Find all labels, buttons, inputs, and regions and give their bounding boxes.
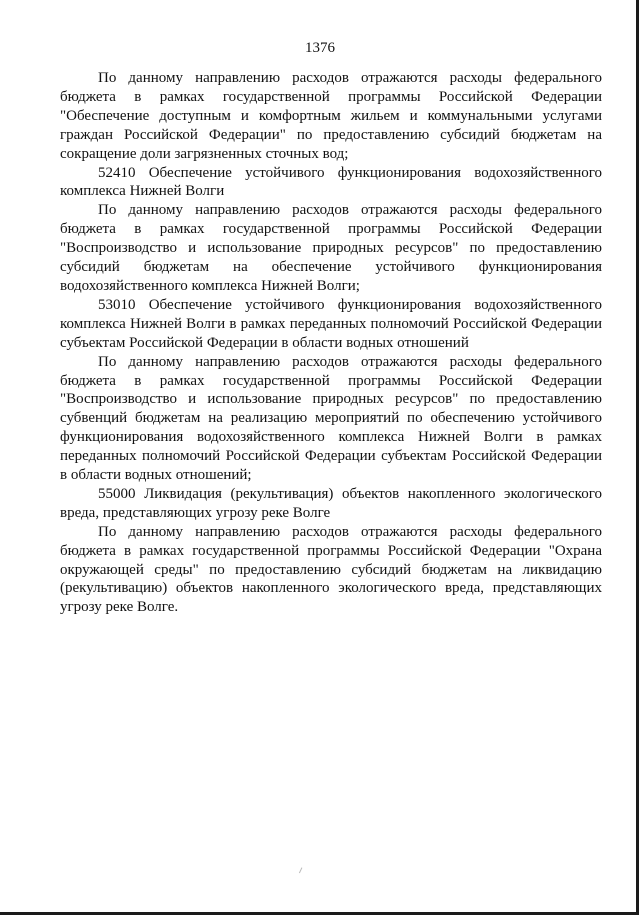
paragraph-expense-description: По данному направлению расходов отражаются расходы федерального бюджета в рамках государственной программы Российской Федерации "Охрана окружающей среды" по предоставлению субсидий бюджетам на ликвидацию (рекультивацию) объектов накопленного экологического вреда, представляющих угрозу реке Волге. — [60, 523, 602, 616]
paragraph-expense-description: По данному направлению расходов отражаются расходы федерального бюджета в рамках государственной программы Российской Федерации "Воспроизводство и использование природных ресурсов" по предоставлению субвенций бюджетам на реализацию мероприятий по обеспечению устойчивого функционирования водохозяйственного комплекса Нижней Волги в рамках переданных полномочий Российской Федерации субъектам Российской Федерации в области водных отношений; — [60, 353, 602, 484]
expense-code-heading: 55000 Ликвидация (рекультивация) объектов накопленного экологического вреда, представляющих угрозу реке Волге — [60, 485, 602, 521]
paragraph-expense-description: По данному направлению расходов отражаются расходы федерального бюджета в рамках государственной программы Российской Федерации "Воспроизводство и использование природных ресурсов" по предоставлению субсидий бюджетам на обеспечение устойчивого функционирования водохозяйственного комплекса Нижней Волги; — [60, 202, 602, 294]
page-number: 1376 — [305, 40, 335, 56]
document-body — [60, 69, 602, 617]
expense-code-heading: 53010 Обеспечение устойчивого функционирования водохозяйственного комплекса Нижней Волги в рамках переданных полномочий Российской Федерации субъектам Российской Федерации в области водных отношений — [60, 296, 602, 351]
paragraph-expense-description: По данному направлению расходов отражаются расходы федерального бюджета в рамках государственной программы Российской Федерации "Обеспечение доступным и комфортным жильем и коммунальными услугами граждан Российской Федерации" по предоставлению субсидий бюджетам на сокращение доли загрязненных сточных вод; — [60, 70, 602, 162]
expense-code-heading: 52410 Обеспечение устойчивого функционирования водохозяйственного комплекса Нижней Волги — [60, 164, 602, 200]
